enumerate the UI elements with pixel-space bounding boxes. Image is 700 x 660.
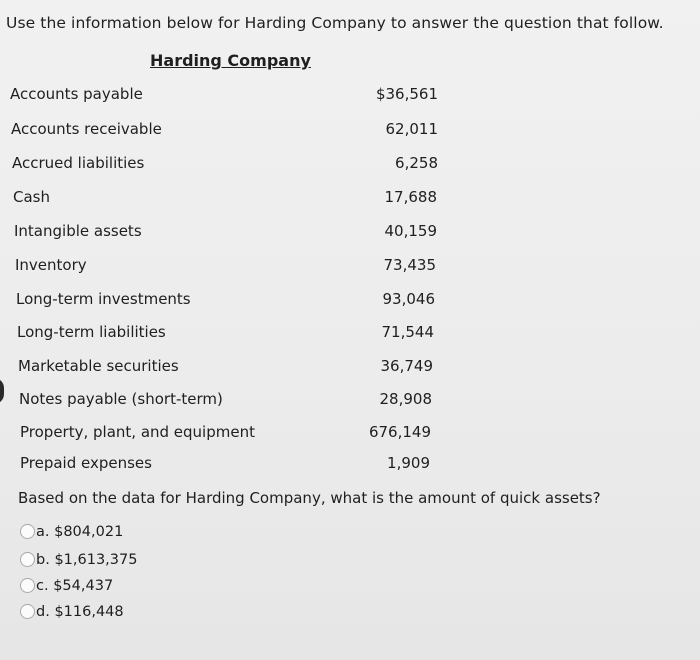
option-text: $1,613,375 bbox=[54, 552, 138, 568]
option-text: $804,021 bbox=[54, 524, 124, 540]
option-key: d. bbox=[36, 604, 50, 620]
table-row bbox=[16, 288, 435, 310]
intro-text: Use the information below for Harding Company to answer the question that follow. bbox=[6, 14, 664, 32]
account-label: Accrued liabilities bbox=[12, 154, 145, 172]
account-value: $36,561 bbox=[375, 85, 438, 103]
account-value: 1,909 bbox=[387, 454, 430, 472]
account-label: Long-term liabilities bbox=[17, 323, 166, 341]
radio-button-d[interactable] bbox=[20, 604, 35, 619]
radio-button-c[interactable] bbox=[20, 578, 35, 593]
option-key: c. bbox=[36, 578, 49, 594]
account-value: 17,688 bbox=[384, 188, 437, 206]
account-label: Property, plant, and equipment bbox=[20, 423, 255, 441]
account-value: 73,435 bbox=[383, 256, 436, 274]
company-title: Harding Company bbox=[150, 51, 311, 70]
account-value: 676,149 bbox=[368, 423, 431, 441]
answer-option-a[interactable] bbox=[20, 521, 123, 543]
account-label: Notes payable (short-term) bbox=[19, 390, 223, 408]
table-row bbox=[17, 321, 434, 343]
table-row bbox=[10, 83, 438, 105]
scroll-edge-marker bbox=[0, 378, 4, 404]
table-row bbox=[12, 152, 438, 174]
account-value: 93,046 bbox=[382, 290, 435, 308]
account-label: Long-term investments bbox=[16, 290, 191, 308]
account-label: Accounts receivable bbox=[11, 120, 162, 138]
table-row bbox=[20, 421, 431, 443]
account-label: Cash bbox=[13, 188, 50, 206]
answer-option-b[interactable] bbox=[20, 549, 137, 571]
table-row bbox=[15, 254, 436, 276]
table-row bbox=[18, 355, 433, 377]
question-text: Based on the data for Harding Company, what is the amount of quick assets? bbox=[18, 489, 601, 507]
radio-button-a[interactable] bbox=[20, 524, 35, 539]
option-key: a. bbox=[36, 524, 50, 540]
table-row bbox=[11, 118, 438, 140]
answer-option-d[interactable] bbox=[20, 601, 124, 623]
table-row bbox=[13, 186, 437, 208]
account-label: Intangible assets bbox=[14, 222, 142, 240]
option-key: b. bbox=[36, 552, 50, 568]
option-text: $116,448 bbox=[54, 604, 124, 620]
answer-option-c[interactable] bbox=[20, 575, 113, 597]
account-value: 40,159 bbox=[384, 222, 437, 240]
account-label: Prepaid expenses bbox=[20, 454, 152, 472]
account-value: 71,544 bbox=[381, 323, 434, 341]
account-value: 62,011 bbox=[385, 120, 438, 138]
radio-button-b[interactable] bbox=[20, 552, 35, 567]
table-row bbox=[19, 388, 432, 410]
account-value: 6,258 bbox=[395, 154, 438, 172]
table-row bbox=[14, 220, 437, 242]
option-text: $54,437 bbox=[53, 578, 114, 594]
account-label: Accounts payable bbox=[10, 85, 143, 103]
account-value: 28,908 bbox=[379, 390, 432, 408]
account-label: Marketable securities bbox=[18, 357, 179, 375]
account-value: 36,749 bbox=[380, 357, 433, 375]
table-row bbox=[20, 452, 430, 474]
account-label: Inventory bbox=[15, 256, 87, 274]
